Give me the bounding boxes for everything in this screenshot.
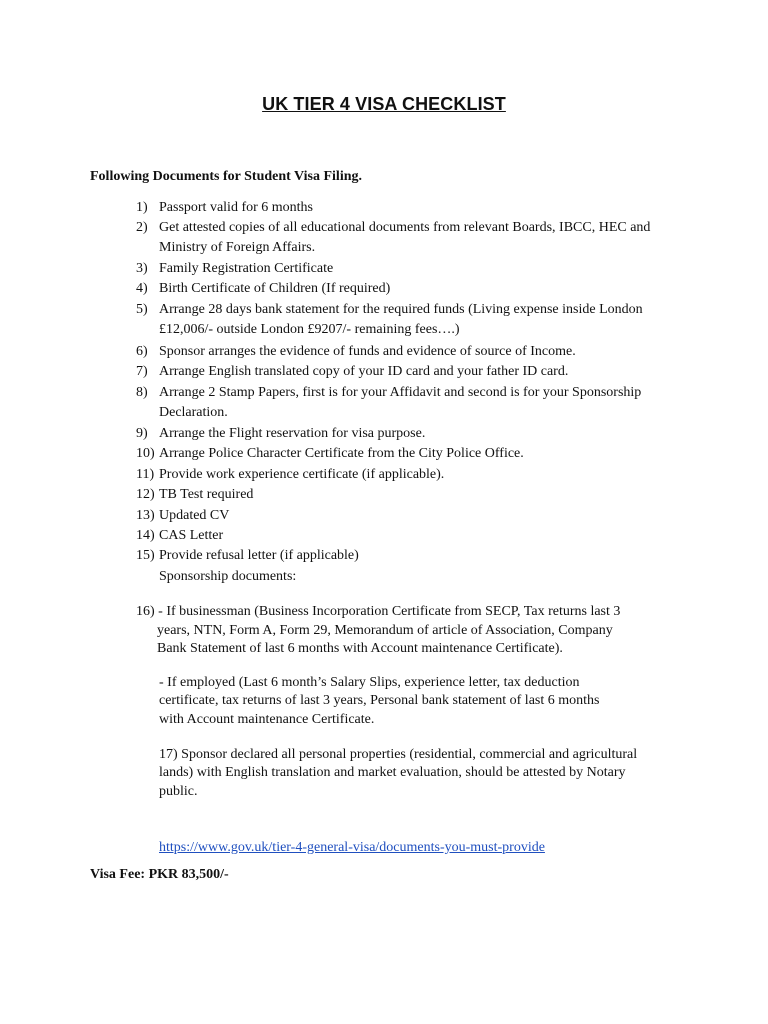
list-item-number: 6) [136, 344, 148, 359]
list-item-number: 9) [136, 426, 148, 441]
list-item-text: Arrange the Flight reservation for visa purpose. [159, 426, 426, 441]
employed-line: with Account maintenance Certificate. [159, 712, 375, 727]
item17-line: lands) with English translation and market evaluation, should be attested by Notary [159, 765, 626, 780]
list-item [136, 383, 676, 423]
list-item-text: Provide work experience certificate (if applicable). [159, 467, 445, 482]
item16-line: Bank Statement of last 6 months with Account maintenance Certificate). [157, 641, 563, 656]
list-item-number: 1) [136, 200, 148, 215]
list-item-number: 12) [136, 487, 155, 502]
list-item-text: Get attested copies of all educational documents from relevant Boards, IBCC, HEC and Ministry of Foreign Affairs. [159, 220, 651, 255]
list-item-text: Family Registration Certificate [159, 261, 334, 276]
list-item-number: 13) [136, 508, 155, 523]
employed-line: - If employed (Last 6 month’s Salary Slips, experience letter, tax deduction [159, 675, 580, 690]
employed-line: certificate, tax returns of last 3 years, Personal bank statement of last 6 months [159, 693, 600, 708]
list-item-number: 3) [136, 261, 148, 276]
list-item [136, 362, 676, 382]
list-item [136, 424, 676, 444]
list-item [136, 342, 676, 362]
list-item-number: 15) [136, 548, 155, 563]
item16-line: 16) - If businessman (Business Incorporation Certificate from SECP, Tax returns last 3 [136, 604, 621, 619]
list-item [136, 526, 676, 546]
item16-line: years, NTN, Form A, Form 29, Memorandum of article of Association, Company [157, 623, 613, 638]
document-title: UK TIER 4 VISA CHECKLIST [262, 94, 506, 114]
list-item [136, 198, 676, 218]
list-item [136, 506, 676, 526]
list-item [136, 485, 676, 505]
list-item-number: 5) [136, 302, 148, 317]
item17-line: public. [159, 784, 198, 799]
list-item-number: 8) [136, 385, 148, 400]
list-item-text: Arrange 2 Stamp Papers, first is for your Affidavit and second is for your Sponsorship Declaration. [159, 385, 642, 420]
list-item-number: 4) [136, 281, 148, 296]
list-item [136, 259, 676, 279]
list-item [136, 546, 676, 566]
list-item-number: 14) [136, 528, 155, 543]
list-item-text: Arrange 28 days bank statement for the required funds (Living expense inside London £12,006/- outside London £9207/- remaining fees….) [159, 302, 643, 337]
list-item-text: Arrange English translated copy of your ID card and your father ID card. [159, 364, 569, 379]
list-item-number: 10) [136, 446, 155, 461]
visa-fee: Visa Fee: PKR 83,500/- [90, 867, 229, 882]
list-item-text: Birth Certificate of Children (If required) [159, 281, 391, 296]
gov-uk-link[interactable]: https://www.gov.uk/tier-4-general-visa/documents-you-must-provide [159, 840, 545, 855]
list-item-text: Sponsor arranges the evidence of funds and evidence of source of Income. [159, 344, 576, 359]
section-subheading: Following Documents for Student Visa Filing. [90, 169, 362, 184]
item17-line: 17) Sponsor declared all personal properties (residential, commercial and agricultural [159, 747, 638, 762]
list-item [136, 218, 676, 258]
list-item-text: Provide refusal letter (if applicable) [159, 548, 359, 563]
sponsorship-heading: Sponsorship documents: [159, 569, 297, 584]
list-item-number: 7) [136, 364, 148, 379]
list-item [136, 300, 676, 340]
list-item [136, 465, 676, 485]
list-item-number: 11) [136, 467, 155, 482]
list-item-text: Arrange Police Character Certificate from the City Police Office. [159, 446, 524, 461]
list-item [136, 279, 676, 299]
list-item [136, 444, 676, 464]
list-item-text: Updated CV [159, 508, 230, 523]
list-item-text: CAS Letter [159, 528, 224, 543]
list-item-text: TB Test required [159, 487, 254, 502]
list-item-number: 2) [136, 220, 148, 235]
list-item-text: Passport valid for 6 months [159, 200, 313, 215]
